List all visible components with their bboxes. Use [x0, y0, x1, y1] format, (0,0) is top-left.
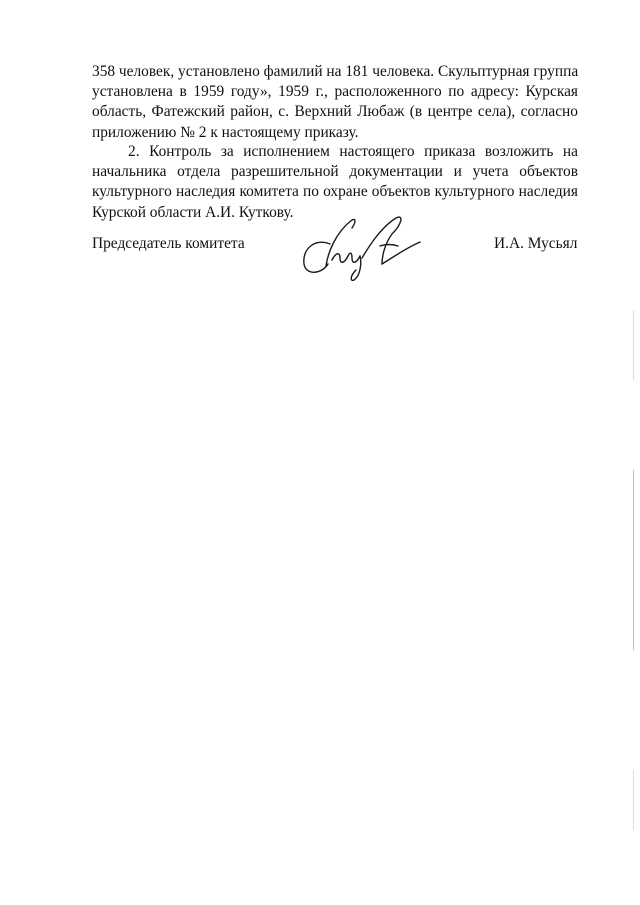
scan-edge-mark	[633, 770, 634, 830]
text-line: культурного наследия комитета по охране объектов культурного наследия	[92, 183, 578, 201]
signatory-title: Председатель комитета	[92, 235, 245, 252]
signatory-name: И.А. Мусьял	[494, 235, 578, 252]
scan-edge-mark	[633, 470, 634, 650]
scan-edge-mark	[633, 310, 634, 380]
text-line: установлена в 1959 году», 1959 г., расположенного по адресу: Курская	[92, 83, 578, 101]
text-line: область, Фатежский район, с. Верхний Любаж (в центре села), согласно	[92, 103, 578, 121]
text-line: 358 человек, установлено фамилий на 181 человека. Скульптурная группа	[92, 63, 579, 80]
signature-drawing	[296, 208, 426, 288]
text-line: 2. Контроль за исполнением настоящего приказа возложить на	[128, 143, 578, 160]
text-line: начальника отдела разрешительной документации и учета объектов	[92, 163, 578, 181]
text-line: Курской области А.И. Куткову.	[92, 203, 294, 221]
text-line: приложению № 2 к настоящему приказу.	[92, 123, 359, 141]
paragraph-continuation	[92, 62, 578, 143]
handwritten-signature	[296, 208, 426, 288]
